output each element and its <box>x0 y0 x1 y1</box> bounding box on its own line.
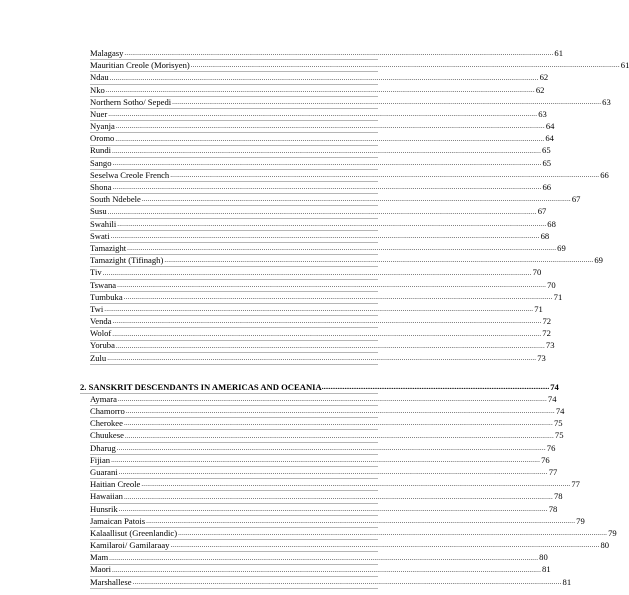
dot-leader: ............................................................................................................................................................................................................................ <box>123 292 553 301</box>
toc-entry-label: Nuer <box>90 108 108 119</box>
toc-entry-page-number: 77 <box>548 466 558 477</box>
toc-entry-page-number: 69 <box>594 255 603 266</box>
dot-leader: ............................................................................................................................................................................................................................ <box>118 504 548 513</box>
toc-section-2-list <box>90 393 617 589</box>
toc-entry[interactable] <box>90 291 563 304</box>
toc-entry-page-number: 67 <box>571 194 581 205</box>
toc-entry-label: Rundi <box>90 145 112 156</box>
dot-leader: ............................................................................................................................................................................................................................ <box>112 146 542 155</box>
toc-entry-label: Seselwa Creole French <box>90 169 170 180</box>
toc-entry[interactable] <box>90 491 563 503</box>
dot-leader: ............................................................................................................................................................................................................................ <box>172 97 602 106</box>
toc-entry[interactable] <box>90 121 555 133</box>
toc-entry-page-number: 81 <box>542 564 551 575</box>
toc-entry[interactable] <box>90 552 548 564</box>
section-heading-page-number: 74 <box>550 381 559 392</box>
toc-entry-page-number: 80 <box>539 552 548 563</box>
toc-entry[interactable] <box>90 527 617 540</box>
toc-entry-label: Marshallese <box>90 576 132 587</box>
toc-entry-label: Nyanja <box>90 121 115 132</box>
dot-leader: ............................................................................................................................................................................................................................ <box>104 305 534 314</box>
toc-entry-page-number: 63 <box>602 96 611 107</box>
toc-entry-label: Tumbuka <box>90 291 123 302</box>
toc-entry-label: Shona <box>90 182 112 193</box>
dot-leader: ............................................................................................................................................................................................................................ <box>108 110 538 119</box>
toc-entry-label: Kalaallisut (Greenlandic) <box>90 527 178 538</box>
dot-leader: ............................................................................................................................................................................................................................ <box>117 280 547 289</box>
toc-entry[interactable] <box>90 316 552 328</box>
toc-entry-label: Swahili <box>90 218 117 229</box>
toc-entry-label: Chamorro <box>90 406 125 417</box>
toc-entry-page-number: 65 <box>542 157 552 168</box>
dot-leader: ............................................................................................................................................................................................................................ <box>141 195 571 204</box>
toc-entry-page-number: 62 <box>539 72 549 83</box>
toc-entry-label: Haitian Creole <box>90 479 141 490</box>
toc-entry[interactable] <box>90 406 565 418</box>
dot-leader: ............................................................................................................................................................................................................................ <box>112 158 542 167</box>
dot-leader: ............................................................................................................................................................................................................................ <box>146 516 576 525</box>
toc-entry-page-number: 76 <box>546 442 556 453</box>
dot-leader: ............................................................................................................................................................................................................................ <box>115 134 545 143</box>
dot-leader: ............................................................................................................................................................................................................................ <box>123 419 553 428</box>
toc-entry[interactable] <box>90 303 543 316</box>
toc-entry-page-number: 77 <box>571 479 580 490</box>
toc-entry-label: Oromo <box>90 133 115 144</box>
dot-leader: ............................................................................................................................................................................................................................ <box>178 529 608 538</box>
toc-entry-label: Susu <box>90 206 107 217</box>
toc-entry-page-number: 75 <box>553 418 563 429</box>
dot-leader: ............................................................................................................................................................................................................................ <box>112 183 542 192</box>
dot-leader: ............................................................................................................................................................................................................................ <box>124 431 554 440</box>
toc-entry-page-number: 68 <box>547 218 556 229</box>
toc-entry-label: Guarani <box>90 466 118 477</box>
toc-entry-page-number: 70 <box>547 279 556 290</box>
dot-leader: ............................................................................................................................................................................................................................ <box>112 329 542 338</box>
toc-entry-label: Mauritian Creole (Morisyen) <box>90 60 190 71</box>
toc-entry-page-number: 61 <box>620 60 629 71</box>
dot-leader: ............................................................................................................................................................................................................................ <box>102 268 532 277</box>
toc-entry-label: Dharug <box>90 442 116 453</box>
toc-entry-label: Maori <box>90 564 112 575</box>
toc-entry-page-number: 68 <box>540 230 550 241</box>
dot-leader: ............................................................................................................................................................................................................................ <box>123 492 553 501</box>
toc-entry-page-number: 71 <box>534 303 543 314</box>
toc-entry-label: Cherokee <box>90 418 123 429</box>
table-of-contents <box>80 47 629 589</box>
toc-entry-label: Fijian <box>90 454 111 465</box>
toc-entry-label: Wolof <box>90 328 112 339</box>
toc-entry-page-number: 75 <box>554 430 564 441</box>
toc-entry-page-number: 73 <box>545 340 555 351</box>
toc-entry-label: Jamaican Patois <box>90 515 146 526</box>
toc-entry[interactable] <box>90 564 551 577</box>
toc-entry-label: Chuukese <box>90 430 124 441</box>
dot-leader: ............................................................................................................................................................................................................................ <box>124 49 554 58</box>
toc-entry[interactable] <box>90 576 572 589</box>
toc-entry-label: Aymara <box>90 393 117 404</box>
dot-leader: ............................................................................................................................................................................................................................ <box>105 85 535 94</box>
toc-entry-label: Hunsrik <box>90 503 118 514</box>
dot-leader: ............................................................................................................................................................................................................................ <box>111 456 541 464</box>
dot-leader: .................................................................................................................................. <box>321 382 550 391</box>
dot-leader: ............................................................................................................................................................................................................................ <box>109 73 539 82</box>
toc-entry-label: Tiv <box>90 267 102 278</box>
toc-entry-page-number: 72 <box>542 328 551 339</box>
dot-leader: ............................................................................................................................................................................................................................ <box>117 395 547 404</box>
toc-entry-label: Sango <box>90 157 112 168</box>
toc-entry[interactable] <box>90 84 545 97</box>
toc-entry-page-number: 62 <box>535 84 545 95</box>
toc-entry-page-number: 70 <box>532 267 542 278</box>
toc-entry-page-number: 81 <box>562 576 572 587</box>
toc-entry[interactable] <box>90 108 547 121</box>
toc-entry[interactable] <box>90 393 557 406</box>
toc-entry[interactable] <box>90 515 585 528</box>
toc-entry-label: Malagasy <box>90 47 124 58</box>
dot-leader: ............................................................................................................................................................................................................................ <box>190 61 620 70</box>
toc-entry[interactable] <box>90 466 558 479</box>
toc-entry[interactable] <box>90 133 554 145</box>
dot-leader: ............................................................................................................................................................................................................................ <box>127 244 557 253</box>
dot-leader: ............................................................................................................................................................................................................................ <box>170 541 600 550</box>
toc-entry-label: Yoruba <box>90 340 115 351</box>
toc-entry-label: Twi <box>90 303 104 314</box>
toc-entry-label: Venda <box>90 316 112 327</box>
toc-entry[interactable] <box>90 352 546 365</box>
toc-entry-label: Swati <box>90 230 110 241</box>
toc-entry-label: Zulu <box>90 352 107 363</box>
toc-entry-page-number: 65 <box>542 145 551 156</box>
toc-entry[interactable] <box>90 340 555 353</box>
toc-entry[interactable] <box>90 169 609 182</box>
toc-entry-page-number: 67 <box>537 206 547 217</box>
toc-entry-label: South Ndebele <box>90 194 141 205</box>
toc-entry[interactable] <box>90 60 629 72</box>
toc-entry-label: Tamazight (Tifinagh) <box>90 255 164 266</box>
toc-entry-label: Kamilaroi/ Gamilaraay <box>90 540 170 551</box>
dot-leader: ............................................................................................................................................................................................................................ <box>132 577 562 586</box>
toc-entry[interactable] <box>90 540 610 552</box>
toc-entry-page-number: 78 <box>548 503 558 514</box>
toc-entry-page-number: 71 <box>553 291 563 302</box>
toc-entry[interactable] <box>90 194 581 206</box>
toc-entry[interactable] <box>90 267 542 279</box>
toc-entry-page-number: 64 <box>545 133 554 144</box>
toc-entry[interactable] <box>90 442 556 455</box>
toc-entry-page-number: 64 <box>545 121 555 132</box>
toc-entry-page-number: 72 <box>542 316 552 327</box>
toc-entry[interactable] <box>90 430 564 442</box>
toc-entry-page-number: 74 <box>555 406 565 417</box>
toc-entry[interactable] <box>90 218 556 231</box>
section-spacer <box>90 365 378 381</box>
toc-entry-page-number: 69 <box>557 242 566 253</box>
dot-leader: ............................................................................................................................................................................................................................ <box>109 553 539 562</box>
toc-entry-page-number: 73 <box>537 352 546 363</box>
toc-entry-label: Northern Sotho/ Sepedi <box>90 96 172 107</box>
dot-leader: ............................................................................................................................................................................................................................ <box>116 443 546 452</box>
toc-entry[interactable] <box>90 72 549 84</box>
toc-entry-label: Tamazight <box>90 242 127 253</box>
toc-entry-page-number: 74 <box>547 393 557 404</box>
toc-entry-page-number: 66 <box>600 169 609 180</box>
section-heading-label: 2. SANSKRIT DESCENDANTS IN AMERICAS AND OCEANIA <box>80 381 322 392</box>
dot-leader: ............................................................................................................................................................................................................................ <box>164 256 594 265</box>
toc-entry-page-number: 79 <box>608 527 617 538</box>
toc-entry[interactable] <box>90 454 550 467</box>
toc-entry-page-number: 61 <box>554 47 564 58</box>
dot-leader: ............................................................................................................................................................................................................................ <box>112 565 542 574</box>
toc-entry[interactable] <box>90 242 566 255</box>
toc-entry[interactable] <box>90 418 563 430</box>
toc-entry-label: Mam <box>90 552 109 563</box>
toc-entry[interactable] <box>90 206 547 218</box>
toc-entry-page-number: 78 <box>553 491 563 502</box>
toc-entry-page-number: 79 <box>576 515 585 526</box>
dot-leader: ............................................................................................................................................................................................................................ <box>170 171 600 180</box>
toc-entry-label: Ndau <box>90 72 109 83</box>
toc-entry[interactable] <box>90 479 580 491</box>
toc-entry-page-number: 80 <box>600 540 610 551</box>
dot-leader: ............................................................................................................................................................................................................................ <box>115 341 545 350</box>
toc-entry-label: Tswana <box>90 279 117 290</box>
toc-entry[interactable] <box>90 230 550 243</box>
toc-entry[interactable] <box>90 96 611 109</box>
toc-entry[interactable] <box>90 145 551 158</box>
toc-entry[interactable] <box>90 47 564 60</box>
toc-entry[interactable] <box>90 279 556 292</box>
dot-leader: ............................................................................................................................................................................................................................ <box>141 480 571 489</box>
toc-entry[interactable] <box>90 157 552 170</box>
dot-leader: ............................................................................................................................................................................................................................ <box>125 407 555 416</box>
toc-entry[interactable] <box>90 182 552 194</box>
toc-entry-page-number: 66 <box>542 182 552 193</box>
dot-leader: ............................................................................................................................................................................................................................ <box>117 219 547 228</box>
toc-entry[interactable] <box>90 255 603 267</box>
toc-entry-label: Nko <box>90 84 105 95</box>
dot-leader: ............................................................................................................................................................................................................................ <box>118 468 548 477</box>
dot-leader: ............................................................................................................................................................................................................................ <box>107 207 537 216</box>
toc-entry-page-number: 76 <box>541 454 550 465</box>
toc-entry-label: Hawaiian <box>90 491 123 502</box>
dot-leader: ............................................................................................................................................................................................................................ <box>110 232 540 240</box>
toc-entry-page-number: 63 <box>538 108 547 119</box>
dot-leader: ............................................................................................................................................................................................................................ <box>107 353 537 362</box>
toc-entry[interactable] <box>90 503 558 516</box>
toc-section-1-list <box>90 47 629 365</box>
dot-leader: ............................................................................................................................................................................................................................ <box>115 122 545 131</box>
dot-leader: ............................................................................................................................................................................................................................ <box>112 317 542 326</box>
toc-section-heading[interactable] <box>80 381 559 394</box>
toc-entry[interactable] <box>90 328 551 340</box>
